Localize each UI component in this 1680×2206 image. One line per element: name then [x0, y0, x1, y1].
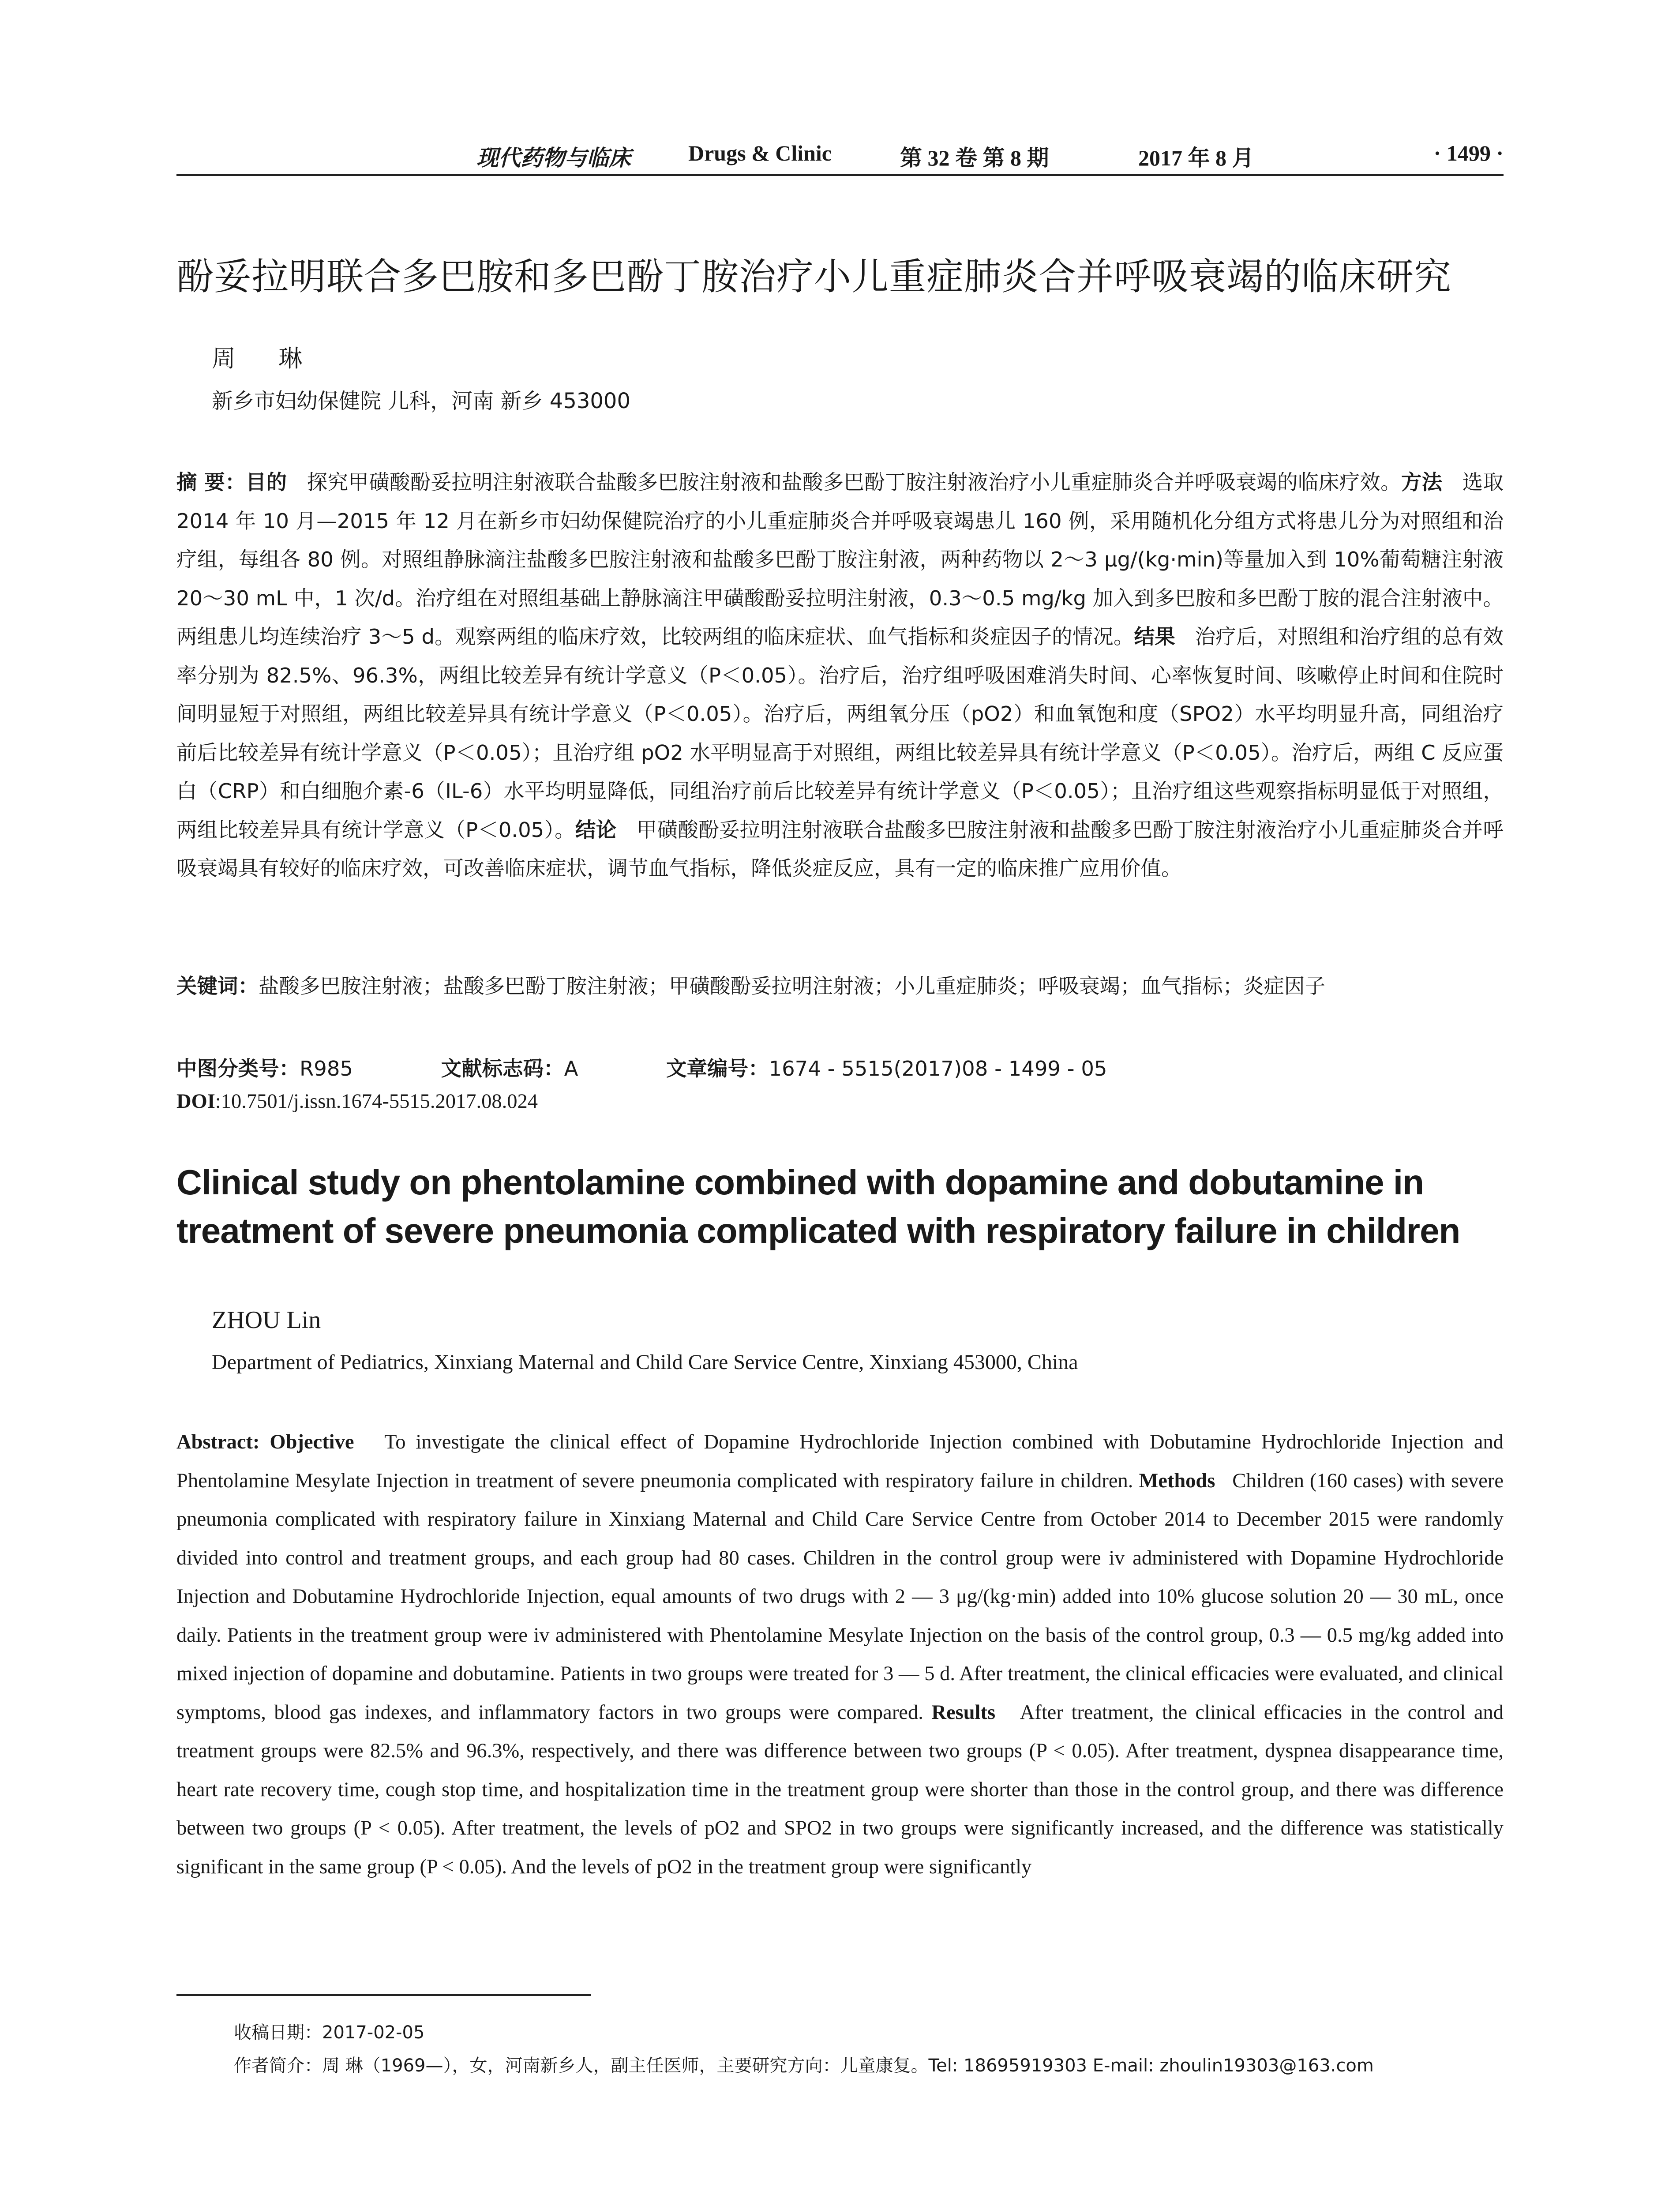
article-no-label: 文章编号： [666, 1057, 769, 1080]
en-objective-label: Objective [270, 1431, 354, 1453]
clc-label: 中图分类号： [176, 1057, 300, 1080]
cn-title: 酚妥拉明联合多巴胺和多巴酚丁胺治疗小儿重症肺炎合并呼吸衰竭的临床研究 [176, 255, 1452, 298]
cn-conclusion: 甲磺酸酚妥拉明注射液联合盐酸多巴胺注射液和盐酸多巴酚丁胺注射液治疗小儿重症肺炎合并呼吸衰竭具有较好的临床疗效，可改善临床症状，调节血气指标，降低炎症反应，具有一定的临床推广应用价值。 [176, 818, 1504, 880]
cn-results-label: 结果 [1134, 625, 1175, 649]
cn-affiliation: 新乡市妇幼保健院 儿科，河南 新乡 453000 [212, 389, 631, 413]
doc-code-label: 文献标志码： [441, 1057, 564, 1080]
doi-label: DOI [176, 1090, 215, 1113]
en-methods: Children (160 cases) with severe pneumonia complicated with respiratory failure in Xinxiang Maternal and Child Care Service Centre from October 2014 to December 2015 were randomly divided into control and treatment groups, and each group had 80 cases. Children in the control group were iv administered with Dopamine Hydrochloride Injection and Dobutamine Hydrochloride Injection, equal amounts of two drugs with 2 — 3 μg/(kg·min) added into 10% glucose solution 20 — 30 mL, once daily. Patients in the treatment group were iv administered with Phentolamine Mesylate Injection on the basis of the control group, 0.3 — 0.5 mg/kg added into mixed injection of dopamine and dobutamine. Patients in two groups were treated for 3 — 5 d. After treatment, the clinical efficacies were evaluated, and clinical symptoms, blood gas indexes, and inflammatory factors in two groups were compared. [176, 1469, 1504, 1724]
doi-line [176, 1090, 538, 1113]
cn-results: 治疗后，对照组和治疗组的总有效率分别为 82.5%、96.3%，两组比较差异有统计学意义（P＜0.05）。治疗后，治疗组呼吸困难消失时间、心率恢复时间、咳嗽停止时间和住院时间明显短于对照组，两组比较差异具有统计学意义（P＜0.05）。治疗后，两组氧分压（pO2）和血氧饱和度（SPO2）水平均明显升高，同组治疗前后比较差异有统计学意义（P＜0.05）；且治疗组 pO2 水平明显高于对照组，两组比较差异具有统计学意义（P＜0.05）。治疗后，两组 C 反应蛋白（CRP）和白细胞介素-6（IL-6）水平均明显降低，同组治疗前后比较差异有统计学意义（P＜0.05）；且治疗组这些观察指标明显低于对照组，两组比较差异具有统计学意义（P＜0.05）。 [176, 625, 1504, 842]
clc-value: R985 [300, 1057, 353, 1080]
cn-keywords [176, 971, 1504, 1002]
en-abstract [176, 1423, 1504, 1886]
received-date: 收稿日期：2017-02-05 [234, 2022, 425, 2043]
cn-author: 周 琳 [212, 345, 320, 372]
issue-date: 2017 年 8 月 [1138, 146, 1254, 170]
en-results-label: Results [931, 1701, 996, 1724]
en-results: After treatment, the clinical efficacies in the control and treatment groups were 82.5% and 96.3%, respectively, and there was difference between two groups (P < 0.05). After treatment, dyspnea disappearance time, heart rate recovery time, cough stop time, and hospitalization time in the treatment group were shorter than those in the control group, and there was difference between two groups (P < 0.05). After treatment, the levels of pO2 and SPO2 in two groups were significantly increased, and the difference was statistically significant in the same group (P < 0.05). And the levels of pO2 in the treatment group were significantly [176, 1701, 1504, 1878]
cn-objective-label: 目的 [245, 470, 287, 494]
page-number: · 1499 · [1433, 141, 1504, 165]
footnote-divider [176, 1994, 591, 1996]
cn-methods-label: 方法 [1401, 470, 1443, 494]
cn-abstract-label: 摘 要： [176, 470, 246, 494]
doc-code-value: A [564, 1057, 578, 1080]
cn-methods: 选取 2014 年 10 月—2015 年 12 月在新乡市妇幼保健院治疗的小儿重症肺炎合并呼吸衰竭患儿 160 例，采用随机化分组方式将患儿分为对照组和治疗组，每组各 80 例。对照组静脉滴注盐酸多巴胺注射液和盐酸多巴酚丁胺注射液，两种药物以 2～3 μg/(kg·min)等量加入到 10%葡萄糖注射液 20～30 mL 中，1 次/d。治疗组在对照组基础上静脉滴注甲磺酸酚妥拉明注射液，0.3～0.5 mg/kg 加入到多巴胺和多巴酚丁胺的混合注射液中。两组患儿均连续治疗 3～5 d。观察两组的临床疗效，比较两组的临床症状、血气指标和炎症因子的情况。 [176, 470, 1504, 649]
en-title: Clinical study on phentolamine combined with dopamine and dobutamine in treatment of severe pneumonia complicated with respiratory failure in children [176, 1163, 1460, 1250]
cn-abstract [176, 463, 1504, 888]
cn-conclusion-label: 结论 [575, 818, 617, 842]
en-affiliation: Department of Pediatrics, Xinxiang Maternal and Child Care Service Centre, Xinxiang 453000, China [212, 1351, 1078, 1374]
journal-name-en: Drugs & Clinic [688, 141, 832, 165]
en-methods-label: Methods [1139, 1469, 1215, 1492]
cn-keywords-label: 关键词： [176, 974, 259, 998]
article-no-value: 1674 - 5515(2017)08 - 1499 - 05 [769, 1057, 1107, 1080]
en-objective: To investigate the clinical effect of Dopamine Hydrochloride Injection combined with Dobutamine Hydrochloride Injection and Phentolamine Mesylate Injection in treatment of severe pneumonia complicated with respiratory failure in children. [176, 1431, 1504, 1492]
cn-classification [176, 1052, 1107, 1082]
author-bio: 作者简介：周 琳（1969—），女，河南新乡人，副主任医师，主要研究方向：儿童康复。Tel: 18695919303 E-mail: zhoulin19303@163.com [234, 2056, 1374, 2076]
journal-name-cn: 现代药物与临床 [476, 146, 631, 170]
running-header [176, 132, 1504, 176]
doi-value: :10.7501/j.issn.1674-5515.2017.08.024 [215, 1090, 538, 1113]
volume-issue: 第 32 卷 第 8 期 [900, 146, 1049, 170]
en-author: ZHOU Lin [212, 1306, 321, 1334]
cn-keywords-text: 盐酸多巴胺注射液；盐酸多巴酚丁胺注射液；甲磺酸酚妥拉明注射液；小儿重症肺炎；呼吸衰竭；血气指标；炎症因子 [259, 974, 1325, 998]
en-abstract-label: Abstract: [176, 1431, 260, 1453]
cn-objective: 探究甲磺酸酚妥拉明注射液联合盐酸多巴胺注射液和盐酸多巴酚丁胺注射液治疗小儿重症肺炎合并呼吸衰竭的临床疗效。 [307, 470, 1401, 494]
